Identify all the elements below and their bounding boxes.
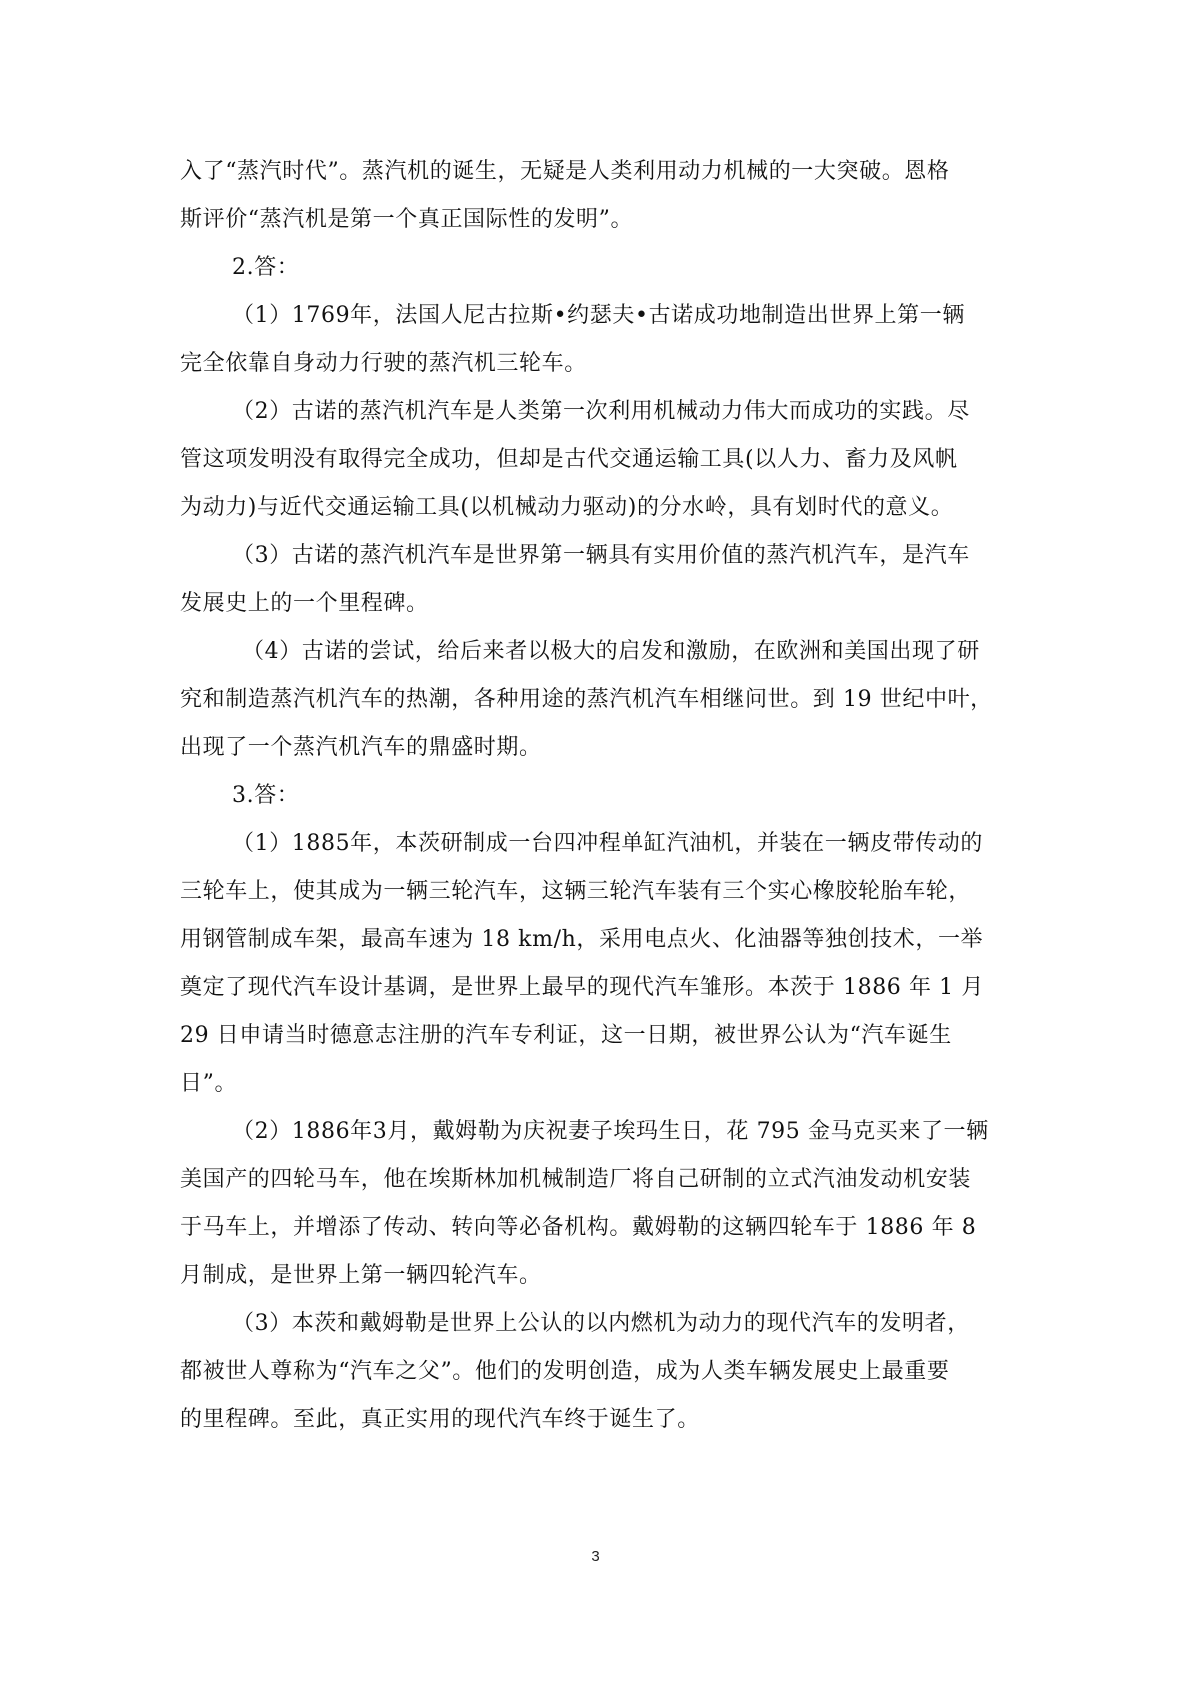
text-line: 出现了一个蒸汽机汽车的鼎盛时期。 [180,735,542,760]
text-line: 奠定了现代汽车设计基调，是世界上最早的现代汽车雏形。本茨于 1886 年 1 月 [180,975,984,1000]
text-line: 完全依靠自身动力行驶的蒸汽机三轮车。 [180,351,587,376]
text-line: 三轮车上，使其成为一辆三轮汽车，这辆三轮汽车装有三个实心橡胶轮胎车轮， [180,879,972,904]
text-line: 管这项发明没有取得完全成功，但却是古代交通运输工具(以人力、畜力及风帆 [180,447,958,472]
text-line: 的里程碑。至此，真正实用的现代汽车终于诞生了。 [180,1407,700,1432]
text-line: （1）1885年，本茨研制成一台四冲程单缸汽油机，并装在一辆皮带传动的 [232,831,983,856]
text-line: 月制成，是世界上第一辆四轮汽车。 [180,1263,542,1288]
text-line: （2）1886年3月，戴姆勒为庆祝妻子埃玛生日，花 795 金马克买来了一辆 [232,1119,989,1144]
text-line: 美国产的四轮马车，他在埃斯林加机械制造厂将自己研制的立式汽油发动机安装 [180,1167,972,1192]
text-line: 斯评价“蒸汽机是第一个真正国际性的发明”。 [180,207,634,232]
answer-heading: 2.答： [232,255,300,280]
text-line: （2）古诺的蒸汽机汽车是人类第一次利用机械动力伟大而成功的实践。尽 [232,399,970,424]
text-line: （3）古诺的蒸汽机汽车是世界第一辆具有实用价值的蒸汽机汽车，是汽车 [232,543,970,568]
answer-heading: 3.答： [232,783,300,808]
text-line: 于马车上，并增添了传动、转向等必备机构。戴姆勒的这辆四轮车于 1886 年 8 [180,1215,977,1240]
text-line: 究和制造蒸汽机汽车的热潮，各种用途的蒸汽机汽车相继问世。到 19 世纪中叶， [180,687,993,712]
text-line: 日”。 [180,1071,238,1096]
text-line: 发展史上的一个里程碑。 [180,591,429,616]
text-line: 都被世人尊称为“汽车之父”。他们的发明创造，成为人类车辆发展史上最重要 [180,1359,950,1384]
text-line: 为动力)与近代交通运输工具(以机械动力驱动)的分水岭，具有划时代的意义。 [180,495,954,520]
document-body [180,148,1012,1444]
text-line: （4）古诺的尝试，给后来者以极大的启发和激励，在欧洲和美国出现了研 [242,639,980,664]
page-number: 3 [591,1548,600,1565]
text-line: 入了“蒸汽时代”。蒸汽机的诞生，无疑是人类利用动力机械的一大突破。恩格 [180,159,950,184]
text-line: （3）本茨和戴姆勒是世界上公认的以内燃机为动力的现代汽车的发明者， [232,1311,970,1336]
text-line: 29 日申请当时德意志注册的汽车专利证，这一日期，被世界公认为“汽车诞生 [180,1023,952,1048]
text-line: 用钢管制成车架，最高车速为 18 km/h，采用电点火、化油器等独创技术，一举 [180,927,984,952]
text-line: （1）1769年，法国人尼古拉斯•约瑟夫•古诺成功地制造出世界上第一辆 [232,303,965,328]
